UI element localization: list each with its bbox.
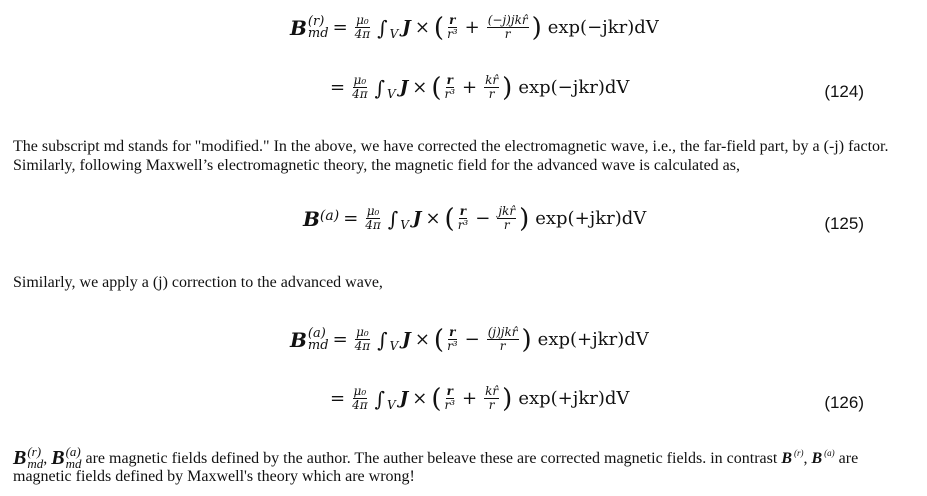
equation-number-126: (126) <box>824 393 864 412</box>
superscript-r: (r) <box>307 13 325 29</box>
fraction-mu0-4pi: $\frac{\text{μ₀}}{4\pi}$ <box>352 73 368 101</box>
fraction-mj-jkrhat-r: $\frac{\text{(−j)jkr̂}}{r}$ <box>487 13 528 41</box>
right-paren: ) <box>521 324 532 355</box>
superscript-subscript <box>307 13 329 41</box>
fraction-jkrhat-r: $\frac{\text{jkr̂}}{r}$ <box>498 204 516 232</box>
equation-ba-md-line2 <box>326 385 629 412</box>
plus-sign: + <box>462 388 478 409</box>
symbol-B: B <box>811 449 823 467</box>
symbol-B: B <box>290 327 307 352</box>
symbol-J: J <box>399 388 409 409</box>
equals-sign: = <box>330 388 346 409</box>
cross-sign: × <box>412 388 428 409</box>
integral-sign: ∫ <box>377 15 388 40</box>
equation-br-md-line2 <box>326 74 629 101</box>
integral-sign: ∫ <box>374 386 386 411</box>
equals-sign: = <box>330 77 346 98</box>
paragraph-3-line-1: B (r) md , B (a) md are magnetic fields defined by the author. The auther beleave these are corrected magnetic fields. in contrast B (r) , B (a) are <box>13 444 859 471</box>
fraction-r-r3: $\frac{r}{\text{r³}}$ <box>447 325 458 353</box>
right-paren: ) <box>502 383 513 414</box>
integral-subscript: V <box>389 26 399 41</box>
fraction-krhat-r: $\frac{kr̂}{r}$ <box>485 384 499 412</box>
symbol-B: B <box>303 206 320 231</box>
symbol-B: B <box>290 15 307 40</box>
superscript-a: (a) <box>307 325 326 341</box>
fraction-r-r3: $\frac{r}{\text{r³}}$ <box>444 384 456 412</box>
cross-sign: × <box>412 77 428 98</box>
plus-sign: + <box>464 17 480 38</box>
symbol-J: J <box>399 77 409 98</box>
right-paren: ) <box>519 203 530 234</box>
fraction-r-r3: $\frac{r}{\text{r³}}$ <box>457 204 469 232</box>
cross-sign: × <box>414 329 430 350</box>
equation-number-125: (125) <box>824 214 864 233</box>
symbol-B: B <box>51 446 65 469</box>
symbol-B: B <box>13 446 27 469</box>
cross-sign: × <box>425 208 441 229</box>
exp-term: exp(+jkr)dV <box>535 208 647 229</box>
symbol-J: J <box>402 329 411 350</box>
exp-term: exp(−jkr)dV <box>518 77 630 98</box>
integral-sign: ∫ <box>377 327 388 352</box>
right-paren: ) <box>531 12 542 43</box>
superscript-subscript <box>307 325 329 353</box>
superscript-r: (r) <box>793 447 804 458</box>
fraction-mu0-4pi: $\frac{\text{μ₀}}{4\pi}$ <box>354 325 371 353</box>
fraction-j-jkrhat-r: $\frac{\text{(j)jkr̂}}{r}$ <box>487 325 518 353</box>
equation-ba-md-line1 <box>290 326 649 353</box>
equals-sign: = <box>332 17 348 38</box>
fraction-mu0-4pi: $\frac{\text{μ₀}}{4\pi}$ <box>352 384 368 412</box>
exp-term: exp(+jkr)dV <box>537 329 649 350</box>
paragraph-3-text: are magnetic fields defined by the author. The auther beleave these are corrected magnetic fields. in contrast <box>85 449 778 467</box>
superscript-subscript: (r) md <box>27 444 44 471</box>
superscript-a: (a) <box>824 447 835 458</box>
paragraph-3 <box>13 446 858 486</box>
equation-number-124: (124) <box>824 82 864 101</box>
paragraph-1 <box>13 137 889 175</box>
equals-sign: = <box>332 329 348 350</box>
paragraph-3-line-2: magnetic fields defined by Maxwell's theory which are wrong! <box>13 468 415 485</box>
minus-sign: − <box>464 329 480 350</box>
integral-subscript: V <box>389 338 399 353</box>
plus-sign: + <box>462 77 478 98</box>
exp-term: exp(+jkr)dV <box>518 388 630 409</box>
symbol-J: J <box>402 17 411 38</box>
exp-term: exp(−jkr)dV <box>547 17 659 38</box>
subscript-md: md <box>307 337 329 353</box>
left-paren: ( <box>431 72 442 103</box>
minus-sign: − <box>475 208 491 229</box>
paragraph-2: Similarly, we apply a (j) correction to the advanced wave, <box>13 274 383 291</box>
integral-subscript: V <box>387 86 396 101</box>
fraction-r-r3: $\frac{r}{\text{r³}}$ <box>447 13 458 41</box>
paragraph-1-line-1: The subscript md stands for "modified." In the above, we have corrected the electromagnetic wave, i.e., the far-field part, by a (-j) factor. <box>13 138 889 155</box>
symbol-J: J <box>412 208 422 229</box>
fraction-mu0-4pi: $\frac{\text{μ₀}}{4\pi}$ <box>365 204 381 232</box>
integral-subscript: V <box>387 397 396 412</box>
integral-sign: ∫ <box>387 206 399 231</box>
equals-sign: = <box>343 208 359 229</box>
superscript-subscript: (a) md <box>65 444 82 471</box>
fraction-mu0-4pi: $\frac{\text{μ₀}}{4\pi}$ <box>354 13 371 41</box>
equation-ba <box>303 205 646 232</box>
paragraph-3-text-end: are <box>838 449 859 467</box>
integral-subscript: V <box>400 217 409 232</box>
subscript-md: md <box>307 25 329 41</box>
right-paren: ) <box>502 72 513 103</box>
left-paren: ( <box>431 383 442 414</box>
equation-br-md-line1 <box>290 14 659 41</box>
left-paren: ( <box>433 324 445 355</box>
superscript-a: (a) <box>319 207 340 224</box>
fraction-krhat-r: $\frac{kr̂}{r}$ <box>485 73 499 101</box>
integral-sign: ∫ <box>374 75 386 100</box>
left-paren: ( <box>433 12 445 43</box>
left-paren: ( <box>444 203 455 234</box>
fraction-r-r3: $\frac{r}{\text{r³}}$ <box>444 73 456 101</box>
cross-sign: × <box>414 17 430 38</box>
symbol-B: B <box>781 449 792 467</box>
paragraph-1-line-2: Similarly, following Maxwell’s electromagnetic theory, the magnetic field for the advanced wave is calculated as, <box>13 157 740 174</box>
